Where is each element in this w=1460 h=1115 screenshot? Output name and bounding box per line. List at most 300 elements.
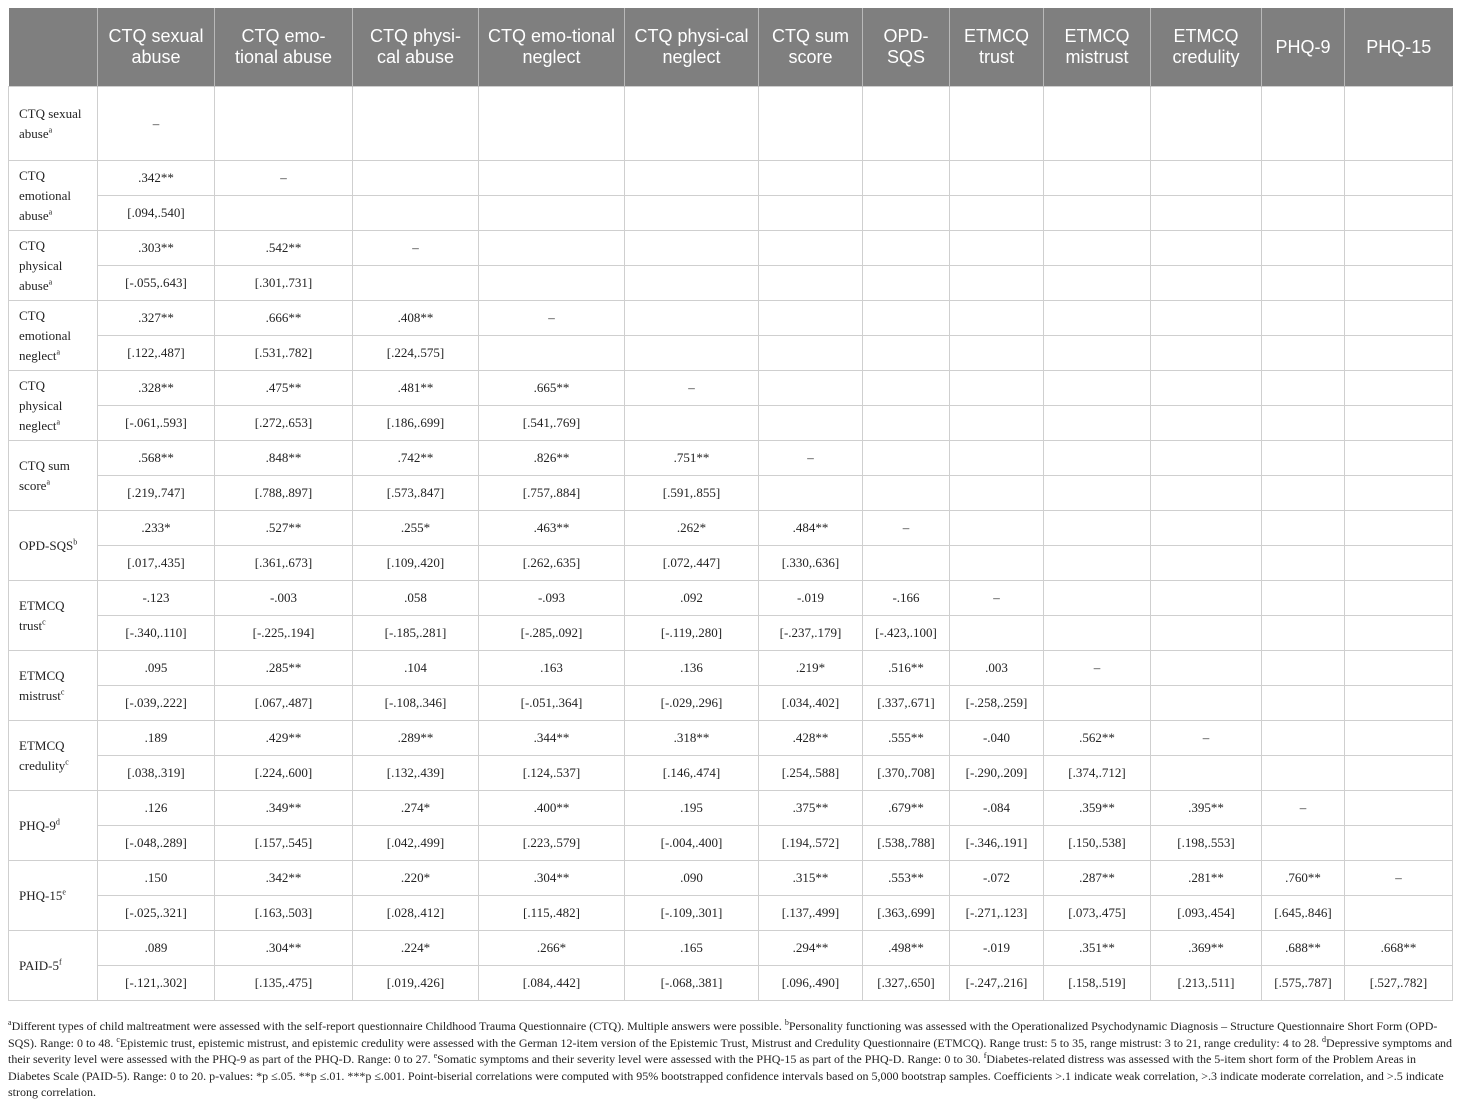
correlation-cell [1345,791,1453,826]
ci-row [9,546,1453,581]
confidence-interval-cell [1044,406,1151,441]
correlation-cell: .848** [215,441,353,476]
correlation-cell [353,161,479,196]
correlation-cell: – [863,511,950,546]
confidence-interval-cell [1262,826,1345,861]
row-label [9,791,98,861]
confidence-interval-cell [1262,266,1345,301]
table-row [9,581,1453,616]
correlation-cell [1345,87,1453,161]
correlation-cell: – [1262,791,1345,826]
table-row [9,441,1453,476]
correlation-cell [1262,651,1345,686]
confidence-interval-cell [1262,756,1345,791]
column-header: PHQ-15 [1345,8,1453,87]
table-row [9,931,1453,966]
correlation-cell: .233* [98,511,215,546]
confidence-interval-cell: [-.185,.281] [353,616,479,651]
confidence-interval-cell: [.541,.769] [479,406,625,441]
confidence-interval-cell [1262,196,1345,231]
confidence-interval-cell: [-.051,.364] [479,686,625,721]
confidence-interval-cell: [-.109,.301] [625,896,759,931]
confidence-interval-cell: [.093,.454] [1151,896,1262,931]
footnote-marker: a [48,277,53,287]
correlation-cell: -.019 [950,931,1044,966]
correlation-cell: – [479,301,625,336]
correlation-cell: .344** [479,721,625,756]
confidence-interval-cell: [.017,.435] [98,546,215,581]
confidence-interval-cell [863,546,950,581]
row-label [9,441,98,511]
confidence-interval-cell: [.096,.490] [759,966,863,1001]
confidence-interval-cell: [.262,.635] [479,546,625,581]
confidence-interval-cell: [.327,.650] [863,966,950,1001]
confidence-interval-cell: [.198,.553] [1151,826,1262,861]
correlation-cell [1345,581,1453,616]
row-label-text: PHQ-9 [19,817,56,833]
correlation-cell [1345,651,1453,686]
confidence-interval-cell [1151,266,1262,301]
confidence-interval-cell [1345,756,1453,791]
footnote-marker: e [433,1051,438,1060]
correlation-cell: – [950,581,1044,616]
correlation-cell [863,301,950,336]
correlation-cell: .289** [353,721,479,756]
confidence-interval-cell: [.163,.503] [215,896,353,931]
confidence-interval-cell: [.186,.699] [353,406,479,441]
correlation-cell [1262,161,1345,196]
confidence-interval-cell [353,266,479,301]
correlation-cell [950,511,1044,546]
confidence-interval-cell [950,546,1044,581]
confidence-interval-cell: [.213,.511] [1151,966,1262,1001]
correlation-cell: .220* [353,861,479,896]
confidence-interval-cell: [.115,.482] [479,896,625,931]
confidence-interval-cell [1151,406,1262,441]
confidence-interval-cell [1345,546,1453,581]
footnote-marker: d [55,817,60,827]
confidence-interval-cell: [.042,.499] [353,826,479,861]
correlation-cell: -.040 [950,721,1044,756]
correlation-cell [950,161,1044,196]
confidence-interval-cell [759,266,863,301]
row-label [9,861,98,931]
confidence-interval-cell [625,266,759,301]
correlation-cell: .315** [759,861,863,896]
row-label-text: CTQ sexual abuse [19,105,82,141]
confidence-interval-cell: [.531,.782] [215,336,353,371]
correlation-cell: – [1044,651,1151,686]
correlation-cell [1345,721,1453,756]
correlation-cell [1262,87,1345,161]
correlation-cell [1262,441,1345,476]
correlation-cell [1151,231,1262,266]
table-row [9,161,1453,196]
correlation-cell [1262,581,1345,616]
row-label-text: CTQ emotional abuse [19,167,71,223]
table-header-row [9,8,1453,87]
correlation-cell [1151,301,1262,336]
ci-row [9,826,1453,861]
table-row [9,721,1453,756]
ci-row [9,756,1453,791]
confidence-interval-cell: [-.346,.191] [950,826,1044,861]
correlation-cell [759,161,863,196]
correlation-cell [1345,441,1453,476]
correlation-cell: .163 [479,651,625,686]
correlation-cell: -.072 [950,861,1044,896]
column-header: CTQ physi-cal abuse [353,8,479,87]
confidence-interval-cell: [-.055,.643] [98,266,215,301]
confidence-interval-cell: [.135,.475] [215,966,353,1001]
confidence-interval-cell [759,476,863,511]
footnote-text: Diabetes-related distress was assessed with the 5-item short form of the Problem Areas in Diabetes Scale (PAID-5). Range: 0 to 20. p-values: *p ≤.05. **p ≤.01. ***p ≤.001. Point-biserial correlations were computed with 95% bootstrapped confidence intervals based on 5,000 bootstrap samples. Coefficients >.1 indicate weak correlation, >.3 indicate moderate correlation, and >.5 indicate strong correlation. [8,1052,1444,1099]
footnote-marker: d [1322,1034,1327,1044]
footnote-marker: b [784,1018,789,1027]
confidence-interval-cell: [-.423,.100] [863,616,950,651]
footnote-text: Somatic symptoms and their severity level were assessed with the PHQ-15 as part of the PHQ-D. Range: 0 to 30. [437,1052,984,1066]
correlation-cell [950,371,1044,406]
row-label [9,581,98,651]
row-label-text: ETMCQ trust [19,597,65,633]
correlation-cell: .327** [98,301,215,336]
row-label-text: ETMCQ mistrust [19,667,65,703]
correlation-cell [759,231,863,266]
correlation-cell [625,301,759,336]
correlation-cell [863,441,950,476]
confidence-interval-cell: [-.068,.381] [625,966,759,1001]
correlation-cell: .304** [479,861,625,896]
ci-row [9,616,1453,651]
confidence-interval-cell [1044,546,1151,581]
table-row [9,371,1453,406]
footnote-marker: a [48,207,53,217]
ci-row [9,476,1453,511]
table-row [9,301,1453,336]
correlation-cell: – [215,161,353,196]
correlation-cell [625,161,759,196]
correlation-cell [863,161,950,196]
confidence-interval-cell: [.122,.487] [98,336,215,371]
correlation-cell [479,231,625,266]
correlation-cell [1345,301,1453,336]
correlation-cell: .089 [98,931,215,966]
confidence-interval-cell: [.084,.442] [479,966,625,1001]
row-label-text: PHQ-15 [19,887,63,903]
correlation-cell: -.166 [863,581,950,616]
confidence-interval-cell [759,336,863,371]
correlation-cell [1044,231,1151,266]
correlation-cell: .195 [625,791,759,826]
correlation-cell: .058 [353,581,479,616]
table-footnotes [8,1018,1452,1101]
confidence-interval-cell: [.223,.579] [479,826,625,861]
table-row [9,87,1453,161]
footnote-marker: f [983,1051,987,1060]
correlation-cell [759,301,863,336]
column-header: CTQ physi-cal neglect [625,8,759,87]
correlation-cell [479,161,625,196]
row-label-text: CTQ physical neglect [19,377,63,433]
correlation-cell: .498** [863,931,950,966]
confidence-interval-cell: [.330,.636] [759,546,863,581]
row-label-text: OPD-SQS [19,537,74,553]
confidence-interval-cell [1151,686,1262,721]
correlation-cell: .318** [625,721,759,756]
column-header: ETMCQ credulity [1151,8,1262,87]
confidence-interval-cell [1262,476,1345,511]
confidence-interval-cell [479,266,625,301]
ci-row [9,406,1453,441]
correlation-cell: .351** [1044,931,1151,966]
correlation-cell [1345,511,1453,546]
correlation-cell: .342** [98,161,215,196]
confidence-interval-cell [1151,616,1262,651]
correlation-cell [1151,651,1262,686]
confidence-interval-cell [759,196,863,231]
correlation-cell: .408** [353,301,479,336]
confidence-interval-cell: [-.271,.123] [950,896,1044,931]
confidence-interval-cell [1345,896,1453,931]
correlation-cell [1151,511,1262,546]
correlation-cell: .136 [625,651,759,686]
correlation-cell [1262,371,1345,406]
correlation-cell: .328** [98,371,215,406]
correlation-cell: .189 [98,721,215,756]
confidence-interval-cell: [.109,.420] [353,546,479,581]
correlation-cell: .287** [1044,861,1151,896]
row-label-text: CTQ emotional neglect [19,307,71,363]
confidence-interval-cell [1345,686,1453,721]
confidence-interval-cell [863,476,950,511]
confidence-interval-cell: [.363,.699] [863,896,950,931]
table-row [9,511,1453,546]
confidence-interval-cell [1151,196,1262,231]
confidence-interval-cell [1151,336,1262,371]
confidence-interval-cell: [.124,.537] [479,756,625,791]
confidence-interval-cell [625,196,759,231]
correlation-cell: .555** [863,721,950,756]
column-header: OPD-SQS [863,8,950,87]
correlation-cell: .303** [98,231,215,266]
row-label [9,87,98,161]
table-row [9,651,1453,686]
confidence-interval-cell [479,196,625,231]
correlation-cell [863,87,950,161]
column-header: ETMCQ mistrust [1044,8,1151,87]
confidence-interval-cell [1044,616,1151,651]
correlation-cell: .760** [1262,861,1345,896]
confidence-interval-cell [1345,196,1453,231]
correlation-cell: .751** [625,441,759,476]
confidence-interval-cell [1044,196,1151,231]
confidence-interval-cell: [.254,.588] [759,756,863,791]
confidence-interval-cell [1262,406,1345,441]
correlation-cell: .428** [759,721,863,756]
confidence-interval-cell [1151,546,1262,581]
confidence-interval-cell: [-.237,.179] [759,616,863,651]
confidence-interval-cell: [.038,.319] [98,756,215,791]
correlation-cell: .126 [98,791,215,826]
confidence-interval-cell: [.788,.897] [215,476,353,511]
confidence-interval-cell: [.146,.474] [625,756,759,791]
confidence-interval-cell [1345,266,1453,301]
confidence-interval-cell: [-.004,.400] [625,826,759,861]
correlation-cell [1345,161,1453,196]
confidence-interval-cell: [.370,.708] [863,756,950,791]
row-label-text: CTQ sum score [19,457,70,493]
footnote-marker: c [116,1034,120,1044]
row-label-text: CTQ physical abuse [19,237,63,293]
confidence-interval-cell: [.224,.600] [215,756,353,791]
confidence-interval-cell: [.591,.855] [625,476,759,511]
correlation-cell: .400** [479,791,625,826]
correlation-cell: .375** [759,791,863,826]
confidence-interval-cell [1262,336,1345,371]
confidence-interval-cell: [-.225,.194] [215,616,353,651]
row-label [9,721,98,791]
correlation-cell: .484** [759,511,863,546]
correlation-cell: .090 [625,861,759,896]
correlation-cell [1151,581,1262,616]
correlation-cell: .003 [950,651,1044,686]
confidence-interval-cell: [-.285,.092] [479,616,625,651]
confidence-interval-cell: [.094,.540] [98,196,215,231]
correlation-cell: .224* [353,931,479,966]
correlation-cell: .219* [759,651,863,686]
confidence-interval-cell: [-.340,.110] [98,616,215,651]
correlation-cell [1345,231,1453,266]
confidence-interval-cell: [.028,.412] [353,896,479,931]
footnote-marker: a [46,477,50,487]
confidence-interval-cell [1151,756,1262,791]
row-label [9,231,98,301]
confidence-interval-cell: [.337,.671] [863,686,950,721]
confidence-interval-cell [1345,336,1453,371]
confidence-interval-cell [759,406,863,441]
header-corner [9,8,98,87]
confidence-interval-cell [1262,686,1345,721]
correlation-cell [625,87,759,161]
ci-row [9,686,1453,721]
confidence-interval-cell [863,266,950,301]
table-row [9,861,1453,896]
confidence-interval-cell: [.575,.787] [1262,966,1345,1001]
correlation-cell: .542** [215,231,353,266]
correlation-cell: .359** [1044,791,1151,826]
confidence-interval-cell: [.301,.731] [215,266,353,301]
ci-row [9,336,1453,371]
correlation-cell [1262,231,1345,266]
ci-row [9,196,1453,231]
confidence-interval-cell: [-.258,.259] [950,686,1044,721]
confidence-interval-cell [1262,546,1345,581]
confidence-interval-cell: [-.290,.209] [950,756,1044,791]
confidence-interval-cell: [.757,.884] [479,476,625,511]
footnote-marker: b [73,537,78,547]
confidence-interval-cell [863,196,950,231]
confidence-interval-cell: [-.121,.302] [98,966,215,1001]
column-header: PHQ-9 [1262,8,1345,87]
confidence-interval-cell: [.573,.847] [353,476,479,511]
correlation-cell: – [625,371,759,406]
confidence-interval-cell [353,196,479,231]
confidence-interval-cell: [.527,.782] [1345,966,1453,1001]
confidence-interval-cell: [.137,.499] [759,896,863,931]
correlation-cell [479,87,625,161]
footnote-marker: e [62,887,66,897]
table-row [9,231,1453,266]
correlation-cell: .165 [625,931,759,966]
row-label [9,931,98,1001]
correlation-cell [1044,511,1151,546]
row-label [9,161,98,231]
confidence-interval-cell: [.194,.572] [759,826,863,861]
confidence-interval-cell: [.219,.747] [98,476,215,511]
correlation-cell [759,87,863,161]
confidence-interval-cell [1345,826,1453,861]
correlation-cell [1044,441,1151,476]
correlation-cell: .429** [215,721,353,756]
confidence-interval-cell: [.150,.538] [1044,826,1151,861]
confidence-interval-cell: [-.108,.346] [353,686,479,721]
correlation-cell [950,87,1044,161]
row-label [9,371,98,441]
correlation-cell: .150 [98,861,215,896]
ci-row [9,266,1453,301]
correlation-cell: – [353,231,479,266]
correlation-cell: .481** [353,371,479,406]
correlation-cell: -.093 [479,581,625,616]
confidence-interval-cell [625,336,759,371]
correlation-cell [950,441,1044,476]
confidence-interval-cell [950,406,1044,441]
correlation-cell: .281** [1151,861,1262,896]
table-row [9,791,1453,826]
row-label [9,651,98,721]
footnote-marker: a [56,347,61,357]
correlation-cell [1151,371,1262,406]
correlation-cell [625,231,759,266]
correlation-cell: – [98,87,215,161]
correlation-cell [759,371,863,406]
correlation-cell: .104 [353,651,479,686]
row-label-text: PAID-5 [19,957,59,973]
column-header: CTQ emo-tional abuse [215,8,353,87]
footnote-text: Different types of child maltreatment were assessed with the self-report questionnaire Childhood Trauma Questionnaire (CTQ). Multiple answers were possible. [11,1019,785,1033]
correlation-cell: .304** [215,931,353,966]
footnote-marker: c [60,687,65,697]
footnote-text: Personality functioning was assessed with the Operationalized Psychodynamic Diagnosis – Structure Questionnaire Short Form (OPD-SQS). Range: 0 to 48. [8,1019,1438,1050]
confidence-interval-cell [1044,686,1151,721]
confidence-interval-cell: [.132,.439] [353,756,479,791]
correlation-cell: .342** [215,861,353,896]
correlation-cell: .463** [479,511,625,546]
correlation-cell [1044,87,1151,161]
correlation-cell: .266* [479,931,625,966]
confidence-interval-cell: [.034,.402] [759,686,863,721]
correlation-cell: .285** [215,651,353,686]
confidence-interval-cell [950,266,1044,301]
correlation-cell: .349** [215,791,353,826]
correlation-cell: .562** [1044,721,1151,756]
confidence-interval-cell: [.538,.788] [863,826,950,861]
table-body [9,87,1453,1001]
row-label [9,511,98,581]
confidence-interval-cell [950,336,1044,371]
confidence-interval-cell: [.072,.447] [625,546,759,581]
correlation-cell: .262* [625,511,759,546]
